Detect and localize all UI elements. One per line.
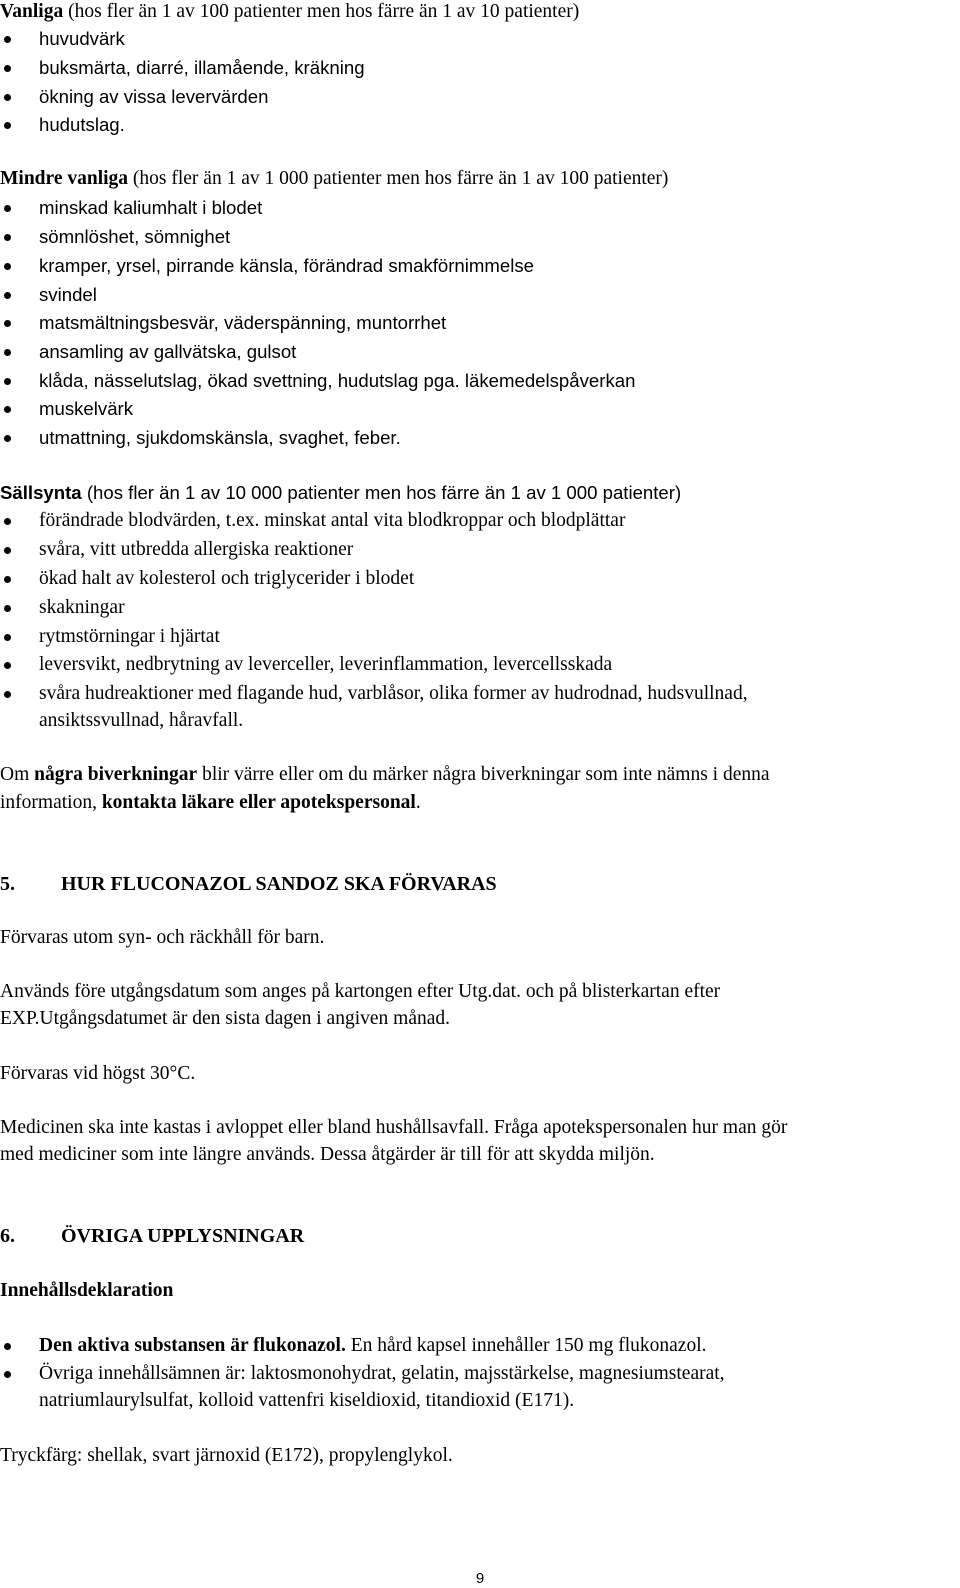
bullet-icon — [4, 122, 11, 129]
bullet-icon — [4, 518, 11, 525]
list-item: Den aktiva substansen är flukonazol. En hård kapsel innehåller 150 mg flukonazol. — [39, 1334, 707, 1358]
list-item: rytmstörningar i hjärtat — [39, 625, 220, 649]
bullet-icon — [4, 36, 11, 43]
bullet-icon — [4, 691, 11, 698]
list-item-continuation: natriumlaurylsulfat, kolloid vattenfri kiseldioxid, titandioxid (E171). — [39, 1390, 575, 1411]
list-item-continuation: ansiktssvullnad, håravfall. — [39, 710, 244, 731]
section-common-heading: Vanliga (hos fler än 1 av 100 patienter men hos färre än 1 av 10 patienter) — [0, 1, 580, 22]
list-item: kramper, yrsel, pirrande känsla, förändrad smakförnimmelse — [39, 254, 534, 278]
bullet-icon — [4, 576, 11, 583]
warning-line-2: information, kontakta läkare eller apotekspersonal. — [0, 792, 421, 813]
contents-subheading: Innehållsdeklaration — [0, 1280, 174, 1301]
bullet-icon — [4, 1343, 11, 1350]
list-item: Övriga innehållsämnen är: laktosmonohydrat, gelatin, majsstärkelse, magnesiumstearat, — [39, 1362, 725, 1386]
section-rare-heading: Sällsynta (hos fler än 1 av 10 000 patienter men hos färre än 1 av 1 000 patienter) — [0, 482, 682, 503]
bullet-icon — [4, 435, 11, 442]
list-item: svåra, vitt utbredda allergiska reaktioner — [39, 538, 353, 562]
storage-paragraph-2-line-2: EXP.Utgångsdatumet är den sista dagen i angiven månad. — [0, 1008, 451, 1029]
list-item: buksmärta, diarré, illamående, kräkning — [39, 56, 365, 80]
list-item: klåda, nässelutslag, ökad svettning, hudutslag pga. läkemedelspåverkan — [39, 369, 635, 393]
list-item: matsmältningsbesvär, väderspänning, muntorrhet — [39, 311, 446, 335]
bullet-icon — [4, 1371, 11, 1378]
bullet-icon — [4, 94, 11, 101]
warning-line-1: Om några biverkningar blir värre eller om du märker några biverkningar som inte nämns i denna — [0, 764, 770, 785]
section-5-heading: 5. HUR FLUCONAZOL SANDOZ SKA FÖRVARAS — [0, 873, 497, 895]
storage-paragraph-1: Förvaras utom syn- och räckhåll för barn. — [0, 927, 325, 948]
list-item: svåra hudreaktioner med flagande hud, varblåsor, olika former av hudrodnad, hudsvullnad, — [39, 682, 748, 706]
bullet-icon — [4, 234, 11, 241]
list-item: leversvikt, nedbrytning av leverceller, leverinflammation, levercellsskada — [39, 653, 612, 677]
list-item: ökning av vissa levervärden — [39, 85, 268, 109]
list-item: minskad kaliumhalt i blodet — [39, 196, 262, 220]
list-item: ökad halt av kolesterol och triglycerider i blodet — [39, 567, 414, 591]
bullet-icon — [4, 292, 11, 299]
bullet-icon — [4, 65, 11, 72]
section-uncommon-heading: Mindre vanliga (hos fler än 1 av 1 000 patienter men hos färre än 1 av 100 patienter) — [0, 168, 669, 189]
storage-paragraph-4-line-2: med mediciner som inte längre används. Dessa åtgärder är till för att skydda miljön. — [0, 1144, 655, 1165]
list-item: förändrade blodvärden, t.ex. minskat antal vita blodkroppar och blodplättar — [39, 509, 625, 533]
bullet-icon — [4, 634, 11, 641]
bullet-icon — [4, 605, 11, 612]
list-item: hudutslag. — [39, 113, 125, 137]
bullet-icon — [4, 547, 11, 554]
ink-paragraph: Tryckfärg: shellak, svart järnoxid (E172), propylenglykol. — [0, 1445, 453, 1466]
list-item: skakningar — [39, 596, 125, 620]
storage-paragraph-3: Förvaras vid högst 30°C. — [0, 1063, 196, 1084]
bullet-icon — [4, 263, 11, 270]
bullet-icon — [4, 205, 11, 212]
list-item: sömnlöshet, sömnighet — [39, 225, 230, 249]
bullet-icon — [4, 320, 11, 327]
storage-paragraph-2-line-1: Används före utgångsdatum som anges på kartongen efter Utg.dat. och på blisterkartan efter — [0, 981, 721, 1002]
list-item: huvudvärk — [39, 27, 125, 51]
bullet-icon — [4, 662, 11, 669]
section-6-heading: 6. ÖVRIGA UPPLYSNINGAR — [0, 1225, 305, 1247]
list-item: ansamling av gallvätska, gulsot — [39, 340, 296, 364]
storage-paragraph-4-line-1: Medicinen ska inte kastas i avloppet eller bland hushållsavfall. Fråga apotekspersonalen hur man gör — [0, 1117, 788, 1138]
bullet-icon — [4, 378, 11, 385]
list-item: muskelvärk — [39, 397, 133, 421]
bullet-icon — [4, 349, 11, 356]
page-number: 9 — [475, 1570, 485, 1587]
bullet-icon — [4, 406, 11, 413]
list-item: utmattning, sjukdomskänsla, svaghet, feber. — [39, 426, 401, 450]
list-item: svindel — [39, 283, 97, 307]
